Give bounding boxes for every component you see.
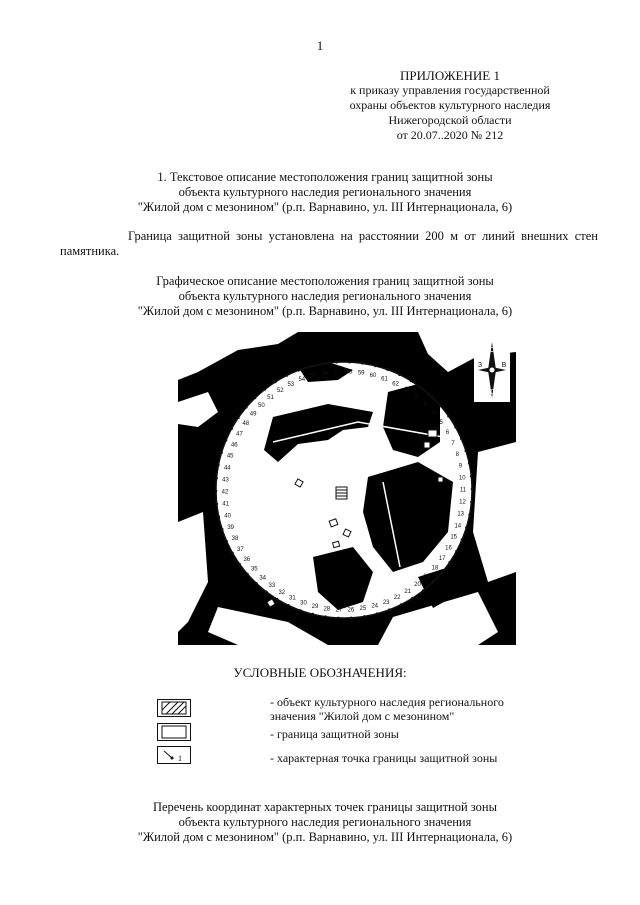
boundary-point-marker bbox=[430, 395, 433, 398]
boundary-point-marker bbox=[411, 597, 414, 600]
boundary-point-marker bbox=[324, 615, 327, 618]
legend-symbol-heritage-object bbox=[157, 699, 191, 717]
boundary-point-label: 6 bbox=[445, 430, 450, 436]
boundary-point-marker bbox=[454, 426, 457, 429]
boundary-point-label: 1 bbox=[404, 387, 408, 393]
boundary-point-marker bbox=[221, 528, 224, 531]
boundary-point-label: 12 bbox=[459, 499, 466, 506]
boundary-point-label: 3 bbox=[423, 401, 427, 408]
legend-symbol-zone-boundary bbox=[157, 723, 191, 741]
boundary-point-label: 2 bbox=[414, 393, 418, 400]
boundary-point-marker bbox=[254, 397, 257, 400]
boundary-point-label: 46 bbox=[230, 442, 238, 449]
boundary-point-label: 27 bbox=[335, 607, 343, 614]
boundary-point-label: 58 bbox=[345, 369, 353, 376]
boundary-point-label: 19 bbox=[423, 574, 430, 581]
boundary-point-label: 40 bbox=[224, 513, 231, 520]
coordinates-heading bbox=[60, 800, 590, 845]
legend-text-boundary-point bbox=[270, 751, 497, 765]
boundary-point-marker bbox=[361, 362, 364, 365]
page-number: 1 bbox=[316, 38, 324, 53]
boundary-point-marker bbox=[460, 437, 463, 440]
legend-text-zone-boundary bbox=[270, 727, 399, 741]
appendix-line: к приказу управления государственной bbox=[350, 83, 550, 97]
boundary-point-label: 13 bbox=[457, 511, 465, 518]
heading-line: Перечень координат характерных точек границы защитной зоны bbox=[152, 800, 498, 814]
compass-center-icon bbox=[489, 367, 495, 373]
boundary-point-marker bbox=[335, 361, 338, 364]
boundary-point-marker bbox=[410, 380, 413, 383]
legend-line: - характерная точка границы защитной зоны bbox=[270, 751, 498, 765]
boundary-point-label: 49 bbox=[249, 411, 257, 418]
boundary-point-marker bbox=[299, 609, 302, 612]
boundary-point-marker bbox=[215, 490, 218, 493]
boundary-point-marker bbox=[471, 488, 474, 491]
boundary-point-label: 60 bbox=[369, 373, 377, 380]
boundary-point-label: 22 bbox=[393, 594, 401, 601]
text-description-heading bbox=[60, 170, 590, 215]
compass-rose bbox=[474, 338, 510, 402]
boundary-point-label: 25 bbox=[359, 606, 367, 612]
boundary-point-label: 53 bbox=[287, 382, 295, 389]
boundary-point-marker bbox=[447, 415, 450, 418]
boundary-point-marker bbox=[388, 608, 391, 611]
legend-line: значения "Жилой дом с мезонином" bbox=[270, 709, 455, 723]
heading-line: "Жилой дом с мезонином" (р.п. Варнавино, ул. III Интернационала, 6) bbox=[137, 830, 513, 844]
graphic-description-heading bbox=[60, 274, 590, 319]
boundary-point-label: 9 bbox=[458, 463, 463, 470]
boundary-point-label: 52 bbox=[276, 388, 284, 394]
zone-description-paragraph: Граница защитной зоны установлена на расстоянии 200 м от линий внешних стен памятника. bbox=[60, 229, 598, 258]
boundary-point-label: 45 bbox=[226, 453, 234, 460]
boundary-point-marker bbox=[264, 388, 267, 391]
boundary-point-label: 50 bbox=[258, 402, 265, 409]
boundary-point-marker bbox=[432, 581, 435, 584]
boundary-point-marker bbox=[470, 475, 473, 478]
boundary-point-marker bbox=[230, 427, 233, 430]
boundary-point-marker bbox=[286, 374, 289, 377]
boundary-point-marker bbox=[468, 462, 471, 465]
boundary-point-marker bbox=[220, 451, 223, 454]
boundary-point-marker bbox=[215, 477, 218, 480]
boundary-point-marker bbox=[322, 362, 325, 365]
boundary-point-label: 26 bbox=[347, 607, 355, 614]
boundary-point-label: 31 bbox=[289, 595, 296, 602]
boundary-point-label: 17 bbox=[438, 555, 446, 562]
boundary-point-label: 59 bbox=[357, 370, 365, 377]
boundary-point-marker bbox=[400, 603, 403, 606]
boundary-point-label: 20 bbox=[414, 582, 421, 589]
map-svg bbox=[178, 332, 516, 645]
boundary-point-label: 39 bbox=[227, 525, 235, 531]
boundary-point-label: 4 bbox=[432, 410, 436, 417]
boundary-point-marker bbox=[350, 617, 353, 620]
boundary-point-label: 43 bbox=[222, 477, 229, 484]
boundary-point-label: 44 bbox=[223, 465, 231, 472]
boundary-point-label: 62 bbox=[392, 381, 399, 388]
boundary-point-marker bbox=[455, 550, 458, 553]
boundary-point-marker bbox=[297, 369, 300, 372]
boundary-point-label: 51 bbox=[267, 394, 274, 401]
boundary-point-label: 42 bbox=[221, 489, 229, 496]
boundary-point-label: 29 bbox=[311, 603, 319, 610]
boundary-point-marker bbox=[216, 503, 219, 506]
compass-west-label: З bbox=[477, 362, 483, 369]
heading-line: объекта культурного наследия регионального значения bbox=[178, 289, 472, 303]
boundary-point-label: 56 bbox=[321, 371, 329, 377]
boundary-point-label: 16 bbox=[445, 545, 452, 552]
heading-line: объекта культурного наследия регионального значения bbox=[178, 185, 472, 199]
boundary-point-marker bbox=[287, 604, 290, 607]
appendix-line: охраны объектов культурного наследия bbox=[349, 98, 551, 112]
boundary-point-marker bbox=[448, 561, 451, 564]
heading-line: "Жилой дом с мезонином" (р.п. Варнавино, ул. III Интернационала, 6) bbox=[137, 200, 513, 214]
boundary-point-marker bbox=[422, 589, 425, 592]
boundary-point-marker bbox=[245, 406, 248, 409]
legend-symbol-boundary-point bbox=[157, 746, 191, 764]
boundary-point-marker bbox=[255, 582, 258, 585]
boundary-point-label: 41 bbox=[222, 501, 230, 508]
boundary-point-label: 47 bbox=[236, 431, 243, 438]
boundary-point-marker bbox=[312, 613, 315, 616]
boundary-point-label: 28 bbox=[323, 606, 331, 613]
legend-line: - граница защитной зоны bbox=[270, 727, 399, 741]
boundary-point-marker bbox=[398, 373, 401, 376]
boundary-point-label: 61 bbox=[381, 376, 388, 383]
boundary-point-marker bbox=[465, 526, 468, 529]
boundary-point-label: 10 bbox=[458, 475, 466, 482]
boundary-point-label: 15 bbox=[450, 534, 458, 541]
boundary-point-label: 23 bbox=[382, 599, 390, 606]
boundary-point-label: 11 bbox=[459, 487, 467, 494]
boundary-point-marker bbox=[337, 617, 340, 620]
boundary-point-label: 38 bbox=[231, 536, 239, 543]
heading-line: объекта культурного наследия регионального значения bbox=[178, 815, 472, 829]
hatched-rect-icon bbox=[158, 700, 190, 716]
appendix-block bbox=[300, 68, 600, 143]
boundary-point-label: 54 bbox=[298, 377, 306, 384]
boundary-point-marker bbox=[238, 563, 241, 566]
compass-north-label: С bbox=[489, 347, 495, 354]
boundary-point-label: 5 bbox=[439, 419, 443, 426]
boundary-point-marker bbox=[218, 515, 221, 518]
boundary-point-label: 35 bbox=[250, 566, 258, 573]
boundary-point-label: 7 bbox=[451, 440, 455, 447]
boundary-point-label: 14 bbox=[454, 523, 462, 530]
boundary-point-marker bbox=[265, 591, 268, 594]
boundary-point-marker bbox=[386, 368, 389, 371]
boundary-point-marker bbox=[439, 405, 442, 408]
boundary-point-label: 21 bbox=[404, 589, 412, 595]
legend-line: - объект культурного наследия регионального bbox=[270, 695, 504, 709]
boundary-point-marker bbox=[276, 598, 279, 601]
boundary-point-marker bbox=[310, 365, 313, 368]
compass-south-label: Ю bbox=[488, 389, 496, 396]
legend-title: УСЛОВНЫЕ ОБОЗНАЧЕНИЯ: bbox=[233, 665, 407, 680]
boundary-point-label: 30 bbox=[300, 600, 307, 607]
boundary-point-marker bbox=[374, 365, 377, 368]
boundary-point-marker bbox=[225, 540, 228, 543]
appendix-line: Нижегородской области bbox=[388, 113, 512, 127]
boundary-point-marker bbox=[217, 464, 220, 467]
boundary-point-label: 32 bbox=[278, 590, 286, 596]
boundary-point-label: 57 bbox=[333, 369, 341, 376]
boundary-point-marker bbox=[225, 439, 228, 442]
boundary-point-label: 55 bbox=[309, 373, 317, 380]
point-marker-icon bbox=[158, 747, 190, 763]
protection-zone-map bbox=[178, 332, 516, 645]
boundary-point-label: 36 bbox=[243, 557, 251, 564]
boundary-point-marker bbox=[246, 573, 249, 576]
boundary-point-label: 34 bbox=[259, 575, 267, 582]
boundary-point-label: 48 bbox=[242, 421, 250, 428]
monument-object bbox=[336, 487, 347, 499]
boundary-point-label: 37 bbox=[237, 547, 244, 553]
boundary-point-marker bbox=[440, 571, 443, 574]
legend-text-heritage-object bbox=[270, 695, 504, 723]
boundary-point-label: 24 bbox=[371, 603, 379, 610]
boundary-point-label: 33 bbox=[268, 583, 276, 590]
boundary-point-marker bbox=[274, 381, 277, 384]
boundary-point-marker bbox=[461, 538, 464, 541]
heading-line: "Жилой дом с мезонином" (р.п. Варнавино, ул. III Интернационала, 6) bbox=[137, 304, 513, 318]
boundary-point-label: 18 bbox=[431, 565, 439, 572]
heading-line: 1. Текстовое описание местоположения границ защитной зоны bbox=[157, 170, 493, 184]
boundary-point-marker bbox=[465, 450, 468, 453]
boundary-point-marker bbox=[363, 615, 366, 618]
boundary-point-marker bbox=[231, 552, 234, 555]
compass-east-label: В bbox=[501, 362, 507, 369]
boundary-point-label: 8 bbox=[455, 452, 459, 458]
plain-rect-icon bbox=[158, 724, 190, 740]
boundary-point-marker bbox=[420, 387, 423, 390]
appendix-line: от 20.07..2020 № 212 bbox=[396, 128, 504, 142]
boundary-point-marker bbox=[348, 361, 351, 364]
appendix-title: ПРИЛОЖЕНИЕ 1 bbox=[400, 68, 500, 83]
boundary-point-marker bbox=[376, 612, 379, 615]
boundary-point-marker bbox=[468, 514, 471, 517]
boundary-point-marker bbox=[470, 501, 473, 504]
heading-line: Графическое описание местоположения границ защитной зоны bbox=[156, 274, 494, 288]
boundary-point-marker bbox=[237, 416, 240, 419]
point-marker-label: 1 bbox=[178, 754, 182, 763]
